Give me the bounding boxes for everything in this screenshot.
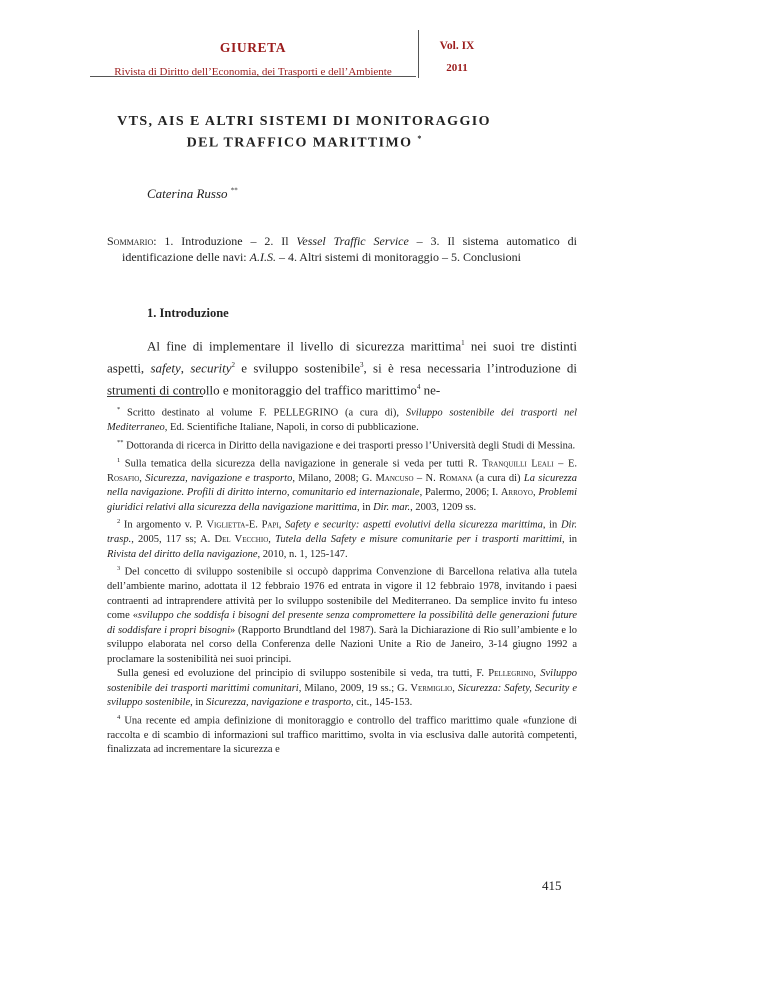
summary <box>107 233 577 265</box>
page-number: 415 <box>542 878 562 893</box>
header-divider-vertical <box>418 30 419 78</box>
article-title <box>90 113 518 152</box>
header-divider-horizontal <box>90 76 416 77</box>
footnote-ref: 3 <box>360 360 364 369</box>
title-line-1: VTS, AIS E ALTRI SISTEMI DI MONITORAGGIO <box>117 114 491 129</box>
volume-label: Vol. IX <box>439 40 475 52</box>
author-name: Caterina Russo <box>147 186 228 201</box>
journal-header <box>90 36 416 78</box>
footnote-separator <box>107 396 203 397</box>
footnote-3: $^3$ Del concetto di sviluppo sostenibile si occupò dapprima Convenzione di Barcellona relativa alla tutela dell’ambiente marino, adottata il 12 febbraio 1976 ed entrata in vigore il 12 febbraio 1978, invitando i paesi contraenti ad intraprendere attività per lo sviluppo sostenibile del Mediterraneo. Da semplice invito fu inteso come «sviluppo che soddisfa i bisogni del presente senza compromettere la possibilità delle generazioni future di soddisfare i propri bisogni» (Rapporto Brundtland del 1987). Sarà la Dichiarazione di Rio sull’ambiente e lo sviluppo elaborata nel corso della Conferenza delle Nazioni Unite a Rio de Janeiro, 3-14 giugno 1992 a proclamare la sostenibilità nei suoi principi. <box>107 565 577 665</box>
footnote-ref: 1 <box>461 339 465 347</box>
title-footnote-mark: * <box>417 134 422 143</box>
footnotes <box>107 403 577 758</box>
author <box>147 186 238 202</box>
summary-text: Sommario: 1. Introduzione – 2. Il Vessel Traffic Service – 3. Il sistema automatico di identificazione delle navi: A.I.S. – 4. Altri sistemi di monitoraggio – 5. Conclusioni <box>107 234 577 264</box>
footnote-author: ** Dottoranda di ricerca in Diritto della navigazione e dei trasporti presso l’Università degli Studi di Messina. <box>117 438 576 451</box>
body-paragraph: Al fine di implementare il livello di sicurezza marittima$^1$ nei suoi tre distinti aspetti, safety, security$^2$ e sviluppo sostenibile$^3$, si è resa necessaria l’introduzione di strumenti di controllo e monitoraggio del traffico marittimo$^4$ ne- <box>107 338 577 397</box>
summary-label: Sommario <box>107 234 154 248</box>
footnote-3-continued: Sulla genesi ed evoluzione del principio di sviluppo sostenibile si veda, tra tutti, F. Pellegrino, Sviluppo sostenibile dei trasporti marittimi comunitari, Milano, 2009, 19 ss.; G. Vermiglio, Sicurezza: Safety, Security e sviluppo sostenibile, in Sicurezza, navigazione e trasporto, cit., 145-153. <box>107 668 578 708</box>
journal-name: GIURETA <box>219 40 287 55</box>
title-line-2: DEL TRAFFICO MARITTIMO <box>186 135 413 151</box>
footnote-title: * Scritto destinato al volume F. PELLEGRINO (a cura di), Sviluppo sostenibile dei trasporti nel Mediterraneo, Ed. Scientifiche Italiane, Napoli, in corso di pubblicazione. <box>107 406 577 433</box>
author-footnote-mark: ** <box>230 186 238 195</box>
footnote-4: $^4$ Una recente ed ampia definizione di monitoraggio e controllo del traffico marittimo quale «funzione di raccolta e di scambio di informazioni sul traffico marittimo, svolta in via esclusiva dalle autorità competenti, finalizzata ad incrementare la sicurezza e <box>107 713 577 755</box>
year-label: 2011 <box>446 62 468 74</box>
footnote-ref: 2 <box>231 360 235 369</box>
footnote-2: $^2$ In argomento v. P. Viglietta-E. Papi, Safety e security: aspetti evolutivi della sicurezza marittima, in Dir. trasp., 2005, 117 ss; A. Del Vecchio, Tutela della Safety e misure comunitarie per i trasporti marittimi, in Rivista del diritto della navigazione, 2010, n. 1, 125-147. <box>107 518 578 560</box>
footnote-ref: 4 <box>416 382 421 391</box>
journal-subtitle: Rivista di Diritto dell’Economia, dei Trasporti e dell’Ambiente <box>114 66 392 78</box>
section-heading: 1. Introduzione <box>147 306 229 320</box>
volume-block <box>432 40 482 74</box>
footnote-1: $^1$ Sulla tematica della sicurezza della navigazione in generale si veda per tutti R. Tranquilli Leali – E. Rosafio, Sicurezza, navigazione e trasporto, Milano, 2008; G. Mancuso – N. Romana (a cura di) La sicurezza nella navigazione. Profili di diritto interno, comunitario ed internazionale, Palermo, 2006; I. Arroyo, Problemi giuridici relativi alla sicurezza della navigazione marittima, in Dir. mar., 2003, 1209 ss. <box>107 456 578 513</box>
